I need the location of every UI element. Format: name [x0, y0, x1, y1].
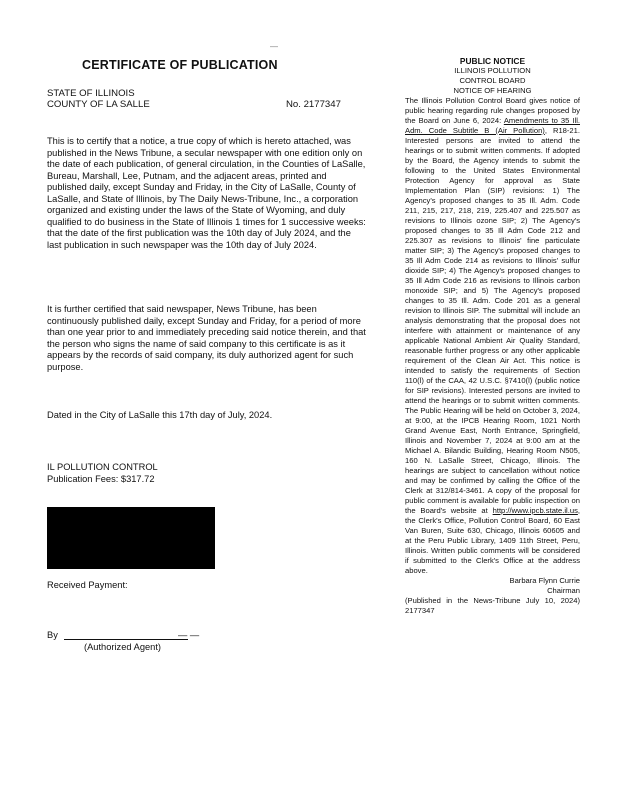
notice-body: [405, 96, 580, 576]
signature-dashes: — —: [178, 630, 200, 640]
publication-fees: Publication Fees: $317.72: [47, 473, 155, 484]
notice-footer: (Published in the News-Tribune July 10, 2024) 2177347: [405, 596, 580, 615]
notice-signer-title: Chairman: [547, 586, 580, 595]
public-notice: [405, 56, 580, 616]
notice-subheading: NOTICE OF HEARING: [453, 86, 532, 95]
notice-agency: ILLINOIS POLLUTION: [454, 66, 531, 75]
notice-body-end: , the Clerk's Office, Pollution Control Board, 60 East Van Buren, Suite 630, Chicago, Illinois 60605 and at the Peru Public Library, 1409 11th Street, Peru, Illinois. Written public comments will be considered if submitted to the Clerk's Office at the address above.: [405, 506, 580, 575]
certification-paragraph: This is to certify that a notice, a true copy of which is hereto attached, was published in the News Tribune, a secular newspaper with one edition only on the date of each publication, of general circulation, in the Counties of LaSalle, Bureau, Marshall, Lee, Putnam, and the adjacent areas, printed and published daily, except Sunday and Friday, in the City of LaSalle, County of LaSalle, and State of Illinois, by The Daily News-Tribune, Inc., a corporation organized and existing under the laws of the State of Wyoming, and duly qualified to do business in the State of Illinois 1 times for 1 successive weeks: that the date of the first publication was the 10th day of July 2024, and the last publication in such newspaper was the 10th day of July 2024.: [47, 136, 366, 250]
redacted-block: [47, 507, 215, 569]
continuity-paragraph: It is further certified that said newspaper, News Tribune, has been continuously published daily, except Sunday and Friday, for a period of more than one year prior to and immediately preceding said notice therein, and that the person who signs the name of said company to this certificate is as it appears by the records of said company, its duly authorized agent for such purpose.: [47, 304, 366, 372]
state-label: STATE OF ILLINOIS: [47, 88, 135, 99]
notice-agency-sub: CONTROL BOARD: [459, 76, 526, 85]
certificate-title: CERTIFICATE OF PUBLICATION: [82, 58, 278, 72]
customer-name: IL POLLUTION CONTROL: [47, 462, 158, 472]
customer-block: [47, 462, 158, 485]
margin-mark: —: [270, 42, 278, 51]
received-payment-label: Received Payment:: [47, 580, 128, 590]
notice-body-main: , R18-21. Interested persons are invited to attend the hearings or to submit written comments. If adopted by the Board, the Agency intends to submit the following to the United States Environmental Protection Agency for approval as State Implementation Plan (SIP) revisions: 1) The Agency's proposed changes to 35 Ill. Adm. Code 211, 215, 217, 218, 219, 225.407 and 225.507 as revisions to Illinois ozone SIP; 2) The Agency's proposed changes to 35 Ill Adm Code 212 and 225.307 as revisions to Illinois' fine particulate matter SIP; 3) The Agency's proposed changes to 35 Ill Adm Code 214 as revisions to Illinois' sulfur dioxide SIP; 4) The Agency's proposed changes to 35 Ill Adm Code 216 as revisions to Illinois carbon monoxide SIP; and 5) The Agency's proposed changes to 35 Ill. Adm. Code 201 as a general revision to Illinois SIP. The submittal will include an analysis demonstrating that the proposal does not interfere with attainment or maintenance of any applicable National Ambient Air Quality Standard, reasonable further progress or any other applicable requirement of the Clean Air Act. This notice is intended to satisfy the requirements of Section 110(l) of the CAA, 42 U.S.C. §7410(l) (public notice for SIP revisions). Interested persons are invited to attend the hearings or to submit written comments. The Public Hearing will be held on October 3, 2024, at 9:00, at the IPCB Hearing Room, 1021 North Grand Avenue East, North Entrance, Springfield, Illinois and November 7, 2024 at 9:00 am at the Michael A. Bilandic Building, Hearing Room N505, 160 N. LaSalle Street, Chicago, Illinois. The hearings are subject to cancellation without notice and may be confirmed by calling the Office of the Clerk at 312/814-3461. A copy of the proposal for public comment is available for public inspection on the Board's website at: [405, 126, 580, 515]
board-website-link[interactable]: http://www.ipcb.state.il.us: [492, 506, 578, 515]
signature-line: [64, 639, 188, 640]
notice-docket-link: Amendments to 35 Ill. Adm. Code Subtitle B (Air Pollution): [405, 116, 580, 135]
dated-line: Dated in the City of LaSalle this 17th day of July, 2024.: [47, 410, 273, 420]
notice-heading: PUBLIC NOTICE: [459, 56, 526, 66]
by-label: By: [47, 630, 58, 640]
notice-signer: Barbara Flynn Currie: [509, 576, 580, 585]
authorized-agent-label: (Authorized Agent): [84, 642, 162, 652]
notice-body-intro: The Illinois Pollution Control Board gives notice of public hearing regarding rule changes proposed by the Board on June 6, 2024:: [405, 96, 580, 125]
jurisdiction-block: [47, 88, 150, 110]
document-number: No. 2177347: [286, 99, 341, 110]
county-label: COUNTY OF LA SALLE: [47, 99, 150, 110]
